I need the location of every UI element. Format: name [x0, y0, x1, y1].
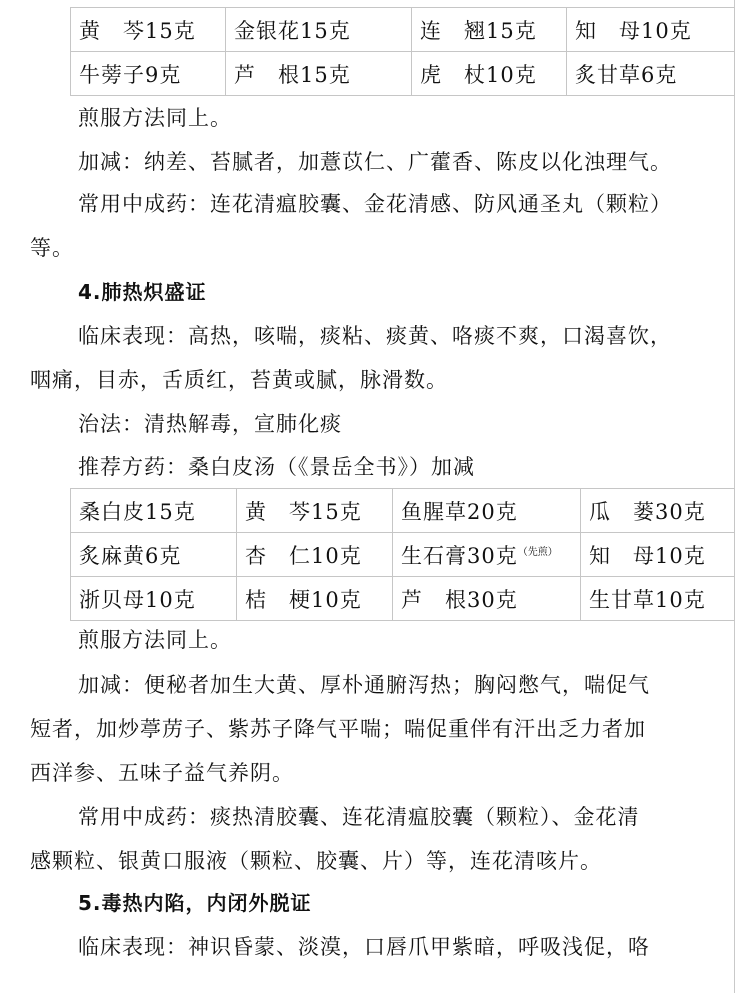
herb-cell: 黄 芩15克 [71, 8, 226, 52]
paragraph: 西洋参、五味子益气养阴。 [30, 761, 294, 785]
herb-cell: 炙麻黄6克 [71, 533, 237, 577]
paragraph: 加减：纳差、苔腻者，加薏苡仁、广藿香、陈皮以化浊理气。 [78, 150, 672, 174]
section-heading: 4.肺热炽盛证 [78, 280, 207, 304]
paragraph: 推荐方药：桑白皮汤（《景岳全书》）加减 [78, 455, 475, 479]
paragraph: 短者，加炒葶苈子、紫苏子降气平喘；喘促重伴有汗出乏力者加 [30, 717, 646, 741]
herb-table-2 [70, 488, 735, 621]
herb-cell: 金银花15克 [226, 8, 412, 52]
herb-cell: 虎 杖10克 [412, 52, 567, 96]
herb-cell: 连 翘15克 [412, 8, 567, 52]
paragraph: 煎服方法同上。 [78, 628, 232, 652]
herb-cell: 杏 仁10克 [237, 533, 393, 577]
paragraph: 感颗粒、银黄口服液（颗粒、胶囊、片）等，连花清咳片。 [30, 849, 602, 873]
paragraph: 等。 [30, 236, 74, 260]
paragraph: 常用中成药：痰热清胶囊、连花清瘟胶囊（颗粒）、金花清 [78, 805, 640, 829]
herb-cell: 生石膏30克$^{(先煎)}$ [393, 533, 581, 577]
paragraph: 治法：清热解毒，宣肺化痰 [78, 412, 342, 436]
paragraph: 常用中成药：连花清瘟胶囊、金花清感、防风通圣丸（颗粒） [78, 192, 672, 216]
herb-cell: 牛蒡子9克 [71, 52, 226, 96]
table-row [71, 8, 735, 52]
herb-table-1 [70, 7, 735, 96]
table-row [71, 489, 735, 533]
herb-cell: 浙贝母10克 [71, 577, 237, 621]
paragraph: 咽痛，目赤，舌质红，苔黄或腻，脉滑数。 [30, 368, 448, 392]
herb-cell: 黄 芩15克 [237, 489, 393, 533]
herb-cell: 知 母10克 [567, 8, 735, 52]
herb-cell: 生甘草10克 [581, 577, 735, 621]
footnote-mark: （先煎） [517, 546, 558, 558]
paragraph: 加减：便秘者加生大黄、厚朴通腑泻热；胸闷憋气，喘促气 [78, 673, 650, 697]
paragraph: 临床表现：高热，咳喘，痰粘、痰黄、咯痰不爽，口渴喜饮， [78, 324, 672, 348]
section-heading: 5.毒热内陷，内闭外脱证 [78, 891, 312, 915]
table-row [71, 577, 735, 621]
herb-cell: 芦 根30克 [393, 577, 581, 621]
herb-cell: 鱼腥草20克 [393, 489, 581, 533]
paragraph: 临床表现：神识昏蒙、淡漠，口唇爪甲紫暗，呼吸浅促，咯 [78, 935, 650, 959]
herb-cell: 知 母10克 [581, 533, 735, 577]
table-row [71, 52, 735, 96]
paragraph: 煎服方法同上。 [78, 106, 232, 130]
herb-cell: 瓜 蒌30克 [581, 489, 735, 533]
herb-cell: 炙甘草6克 [567, 52, 735, 96]
herb-cell: 桑白皮15克 [71, 489, 237, 533]
herb-cell: 桔 梗10克 [237, 577, 393, 621]
table-row [71, 533, 735, 577]
herb-cell: 芦 根15克 [226, 52, 412, 96]
